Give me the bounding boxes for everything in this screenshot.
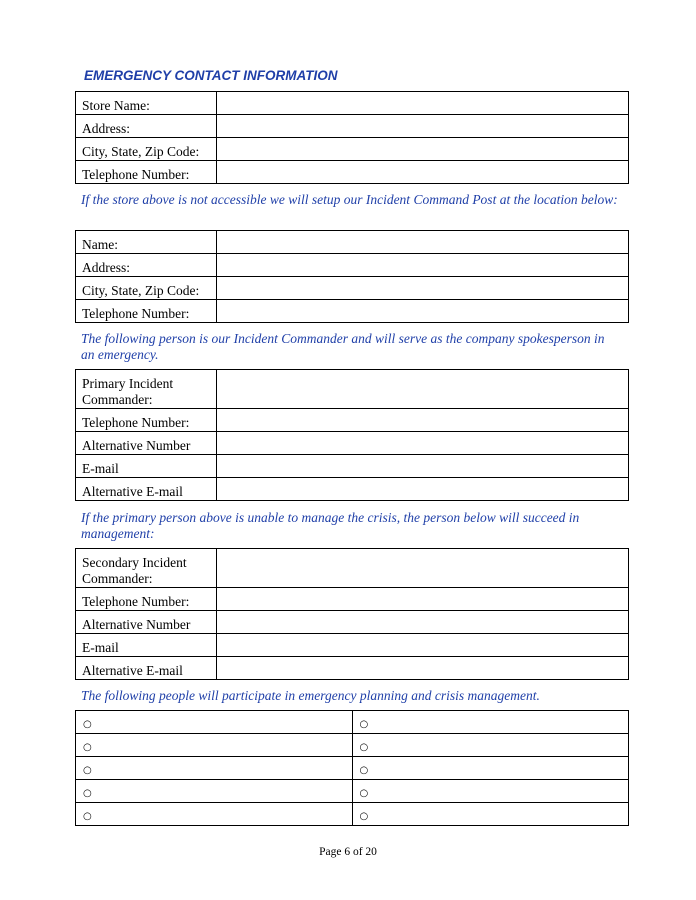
table-row: [76, 254, 629, 277]
table-row: [76, 300, 629, 323]
primary-alt-email-field[interactable]: [217, 478, 629, 501]
store-city-field[interactable]: [217, 138, 629, 161]
participant-cell[interactable]: [352, 734, 629, 757]
table-row: [76, 115, 629, 138]
secondary-email-label: E-mail: [76, 634, 217, 657]
bullet-circle-icon: ○: [359, 765, 369, 776]
participants-table: [75, 710, 629, 826]
table-row: [76, 634, 629, 657]
bullet-circle-icon: ○: [359, 719, 369, 730]
primary-commander-table: [75, 369, 629, 501]
primary-alt-email-label: Alternative E-mail: [76, 478, 217, 501]
primary-telephone-label: Telephone Number:: [76, 409, 217, 432]
icp-address-label: Address:: [76, 254, 217, 277]
primary-alt-number-field[interactable]: [217, 432, 629, 455]
secondary-commander-note: If the primary person above is unable to manage the crisis, the person below will succeed in management:: [81, 510, 580, 541]
participant-cell[interactable]: [352, 803, 629, 826]
page-heading: EMERGENCY CONTACT INFORMATION: [84, 68, 338, 83]
icp-name-field[interactable]: [217, 231, 629, 254]
icp-note: If the store above is not accessible we will setup our Incident Command Post at the location below:: [81, 192, 618, 207]
primary-email-field[interactable]: [217, 455, 629, 478]
participant-cell[interactable]: [76, 734, 353, 757]
table-row: [76, 455, 629, 478]
participant-cell[interactable]: [352, 757, 629, 780]
icp-address-field[interactable]: [217, 254, 629, 277]
store-info-table: [75, 91, 629, 184]
table-row: [76, 161, 629, 184]
primary-email-label: E-mail: [76, 455, 217, 478]
secondary-telephone-field[interactable]: [217, 588, 629, 611]
primary-telephone-field[interactable]: [217, 409, 629, 432]
icp-telephone-label: Telephone Number:: [76, 300, 217, 323]
table-row: [76, 711, 629, 734]
table-row: [76, 478, 629, 501]
secondary-alt-number-field[interactable]: [217, 611, 629, 634]
store-address-field[interactable]: [217, 115, 629, 138]
bullet-circle-icon: ○: [359, 811, 369, 822]
icp-table: [75, 230, 629, 323]
store-telephone-label: Telephone Number:: [76, 161, 217, 184]
participant-cell[interactable]: [76, 757, 353, 780]
table-row: [76, 588, 629, 611]
table-row: [76, 231, 629, 254]
store-city-label: City, State, Zip Code:: [76, 138, 217, 161]
participant-cell[interactable]: [352, 711, 629, 734]
icp-telephone-field[interactable]: [217, 300, 629, 323]
secondary-telephone-label: Telephone Number:: [76, 588, 217, 611]
icp-city-field[interactable]: [217, 277, 629, 300]
primary-alt-number-label: Alternative Number: [76, 432, 217, 455]
store-telephone-field[interactable]: [217, 161, 629, 184]
store-name-field[interactable]: [217, 92, 629, 115]
table-row: [76, 409, 629, 432]
table-row: [76, 803, 629, 826]
icp-city-label: City, State, Zip Code:: [76, 277, 217, 300]
bullet-circle-icon: ○: [83, 811, 92, 822]
bullet-circle-icon: ○: [83, 742, 92, 753]
primary-commander-label: Primary Incident Commander:: [76, 370, 217, 409]
secondary-commander-field[interactable]: [217, 549, 629, 588]
bullet-circle-icon: ○: [83, 765, 92, 776]
page-footer: Page 6 of 20: [319, 846, 377, 858]
primary-commander-note: The following person is our Incident Commander and will serve as the company spokesperson in an emergency.: [81, 331, 605, 362]
table-row: [76, 757, 629, 780]
table-row: [76, 432, 629, 455]
participant-cell[interactable]: [352, 780, 629, 803]
participant-cell[interactable]: [76, 780, 353, 803]
primary-commander-field[interactable]: [217, 370, 629, 409]
participant-cell[interactable]: [76, 711, 353, 734]
table-row: [76, 370, 629, 409]
store-name-label: Store Name:: [76, 92, 217, 115]
store-address-label: Address:: [76, 115, 217, 138]
table-row: [76, 138, 629, 161]
table-row: [76, 549, 629, 588]
table-row: [76, 780, 629, 803]
table-row: [76, 277, 629, 300]
bullet-circle-icon: ○: [83, 788, 92, 799]
secondary-alt-email-label: Alternative E-mail: [76, 657, 217, 680]
icp-name-label: Name:: [76, 231, 217, 254]
participants-note: The following people will participate in emergency planning and crisis management.: [81, 688, 540, 703]
secondary-commander-table: [75, 548, 629, 680]
secondary-alt-number-label: Alternative Number: [76, 611, 217, 634]
bullet-circle-icon: ○: [83, 719, 92, 730]
table-row: [76, 657, 629, 680]
table-row: [76, 611, 629, 634]
bullet-circle-icon: ○: [359, 788, 369, 799]
table-row: [76, 734, 629, 757]
secondary-alt-email-field[interactable]: [217, 657, 629, 680]
secondary-email-field[interactable]: [217, 634, 629, 657]
participant-cell[interactable]: [76, 803, 353, 826]
bullet-circle-icon: ○: [359, 742, 369, 753]
table-row: [76, 92, 629, 115]
secondary-commander-label: Secondary Incident Commander:: [76, 549, 217, 588]
